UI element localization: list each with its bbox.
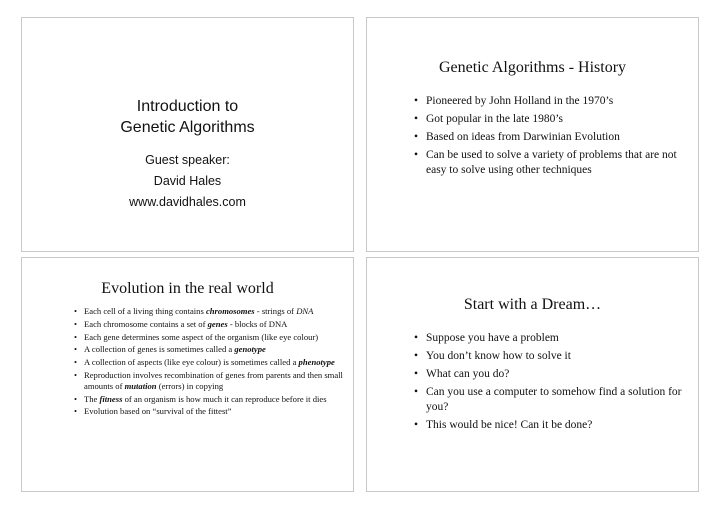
list-item: • A collection of genes is sometimes called a genotype	[84, 344, 346, 355]
bullet-list	[426, 94, 681, 181]
list-item: • Can you use a computer to somehow find a solution for you?	[426, 385, 691, 415]
bullet-list	[426, 331, 691, 436]
list-item: • Can be used to solve a variety of problems that are not easy to solve using other techniques	[426, 148, 681, 178]
list-item: • Pioneered by John Holland in the 1970’s	[426, 94, 681, 109]
title-line-1: Introduction to	[136, 98, 239, 115]
slide-heading: Genetic Algorithms - History	[438, 59, 627, 76]
list-item: • Based on ideas from Darwinian Evolution	[426, 130, 681, 145]
speaker-label: Guest speaker:	[145, 153, 230, 167]
list-item: • A collection of aspects (like eye colour) is sometimes called a phenotype	[84, 357, 346, 368]
bullet-list	[84, 306, 346, 419]
slide-evolution	[21, 257, 354, 492]
slide-dream	[366, 257, 699, 492]
presentation-title	[22, 96, 353, 138]
list-item: • Reproduction involves recombination of genes from parents and then small amounts of mutation (errors) in copying	[84, 370, 346, 392]
slide-heading: Evolution in the real world	[101, 280, 274, 297]
list-item: • Each gene determines some aspect of the organism (like eye colour)	[84, 332, 346, 343]
speaker-name: David Hales	[153, 174, 222, 188]
list-item: • What can you do?	[426, 367, 691, 382]
list-item: • Evolution based on “survival of the fittest”	[84, 406, 346, 417]
slide-history	[366, 17, 699, 252]
list-item: • You don’t know how to solve it	[426, 349, 691, 364]
slide-title	[21, 17, 354, 252]
slide-heading: Start with a Dream…	[463, 296, 602, 313]
speaker-website: www.davidhales.com	[129, 195, 246, 209]
list-item: • This would be nice! Can it be done?	[426, 418, 691, 433]
title-line-2: Genetic Algorithms	[120, 119, 255, 136]
list-item: • Suppose you have a problem	[426, 331, 691, 346]
speaker-info	[22, 150, 353, 213]
list-item: • Each chromosome contains a set of genes - blocks of DNA	[84, 319, 346, 330]
list-item: • The fitness of an organism is how much it can reproduce before it dies	[84, 394, 346, 405]
list-item: • Got popular in the late 1980’s	[426, 112, 681, 127]
list-item: • Each cell of a living thing contains chromosomes - strings of DNA	[84, 306, 346, 317]
